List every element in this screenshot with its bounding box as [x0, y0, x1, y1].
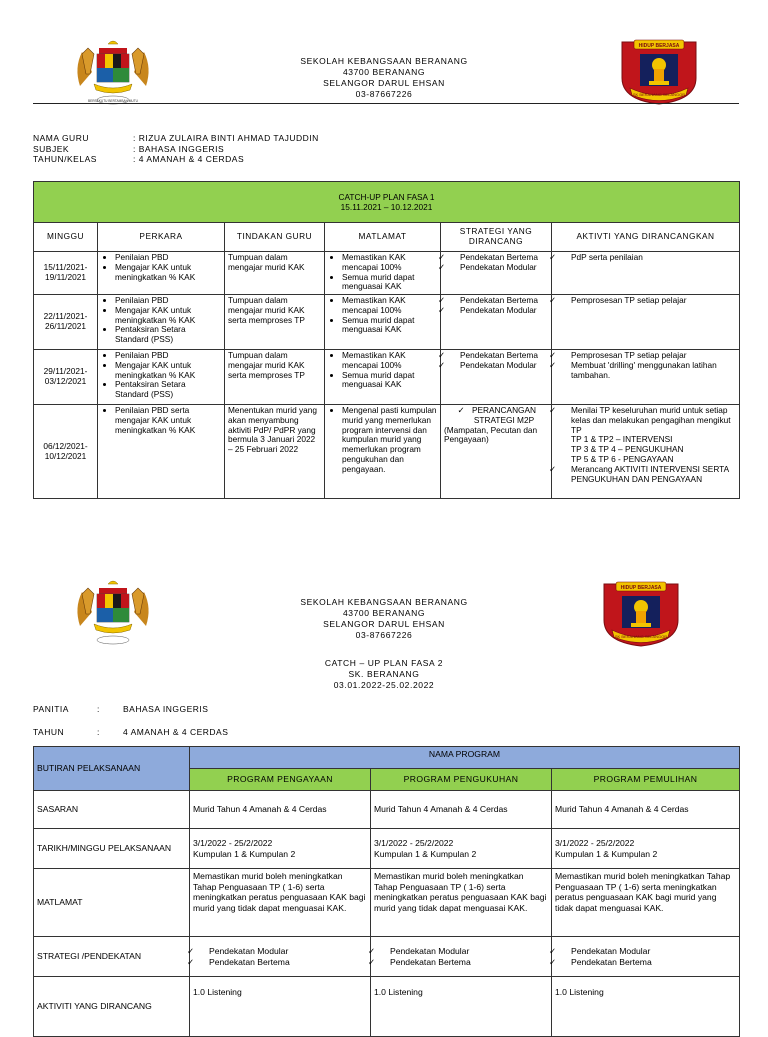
row-label-strategi: STRATEGI /PENDEKATAN	[34, 937, 190, 977]
table-cell: Murid Tahun 4 Amanah & 4 Cerdas	[190, 791, 371, 829]
program-header-pengukuhan: PROGRAM PENGUKUHAN	[371, 769, 552, 791]
school-band-text: SK BERANANG SELANGOR	[632, 92, 686, 97]
list-item: • Semua murid dapat menguasai KAK	[342, 371, 437, 391]
school-name: SEKOLAH KEBANGSAAN BERANANG	[300, 56, 468, 66]
aktiviti-cell	[552, 252, 740, 295]
matlamat-cell	[325, 405, 441, 499]
week-cell: 29/11/2021-03/12/2021	[34, 350, 98, 405]
tindakan-cell: Tumpuan dalam mengajar murid KAK serta memproses TP	[225, 350, 325, 405]
school-name: SEKOLAH KEBANGSAAN BERANANG	[300, 597, 468, 607]
phase2-school: SK. BERANANG	[348, 669, 420, 679]
list-item: • Pentaksiran Setara Standard (PSS)	[115, 325, 221, 345]
table-row	[34, 791, 740, 829]
col-header-tindakan: TINDAKAN GURU	[225, 223, 325, 252]
info-row-teacher: NAMA GURU : RIZUA ZULAIRA BINTI AHMAD TAJUDDIN	[33, 133, 319, 143]
table-row	[34, 350, 740, 405]
week-cell: 22/11/2021-26/11/2021	[34, 295, 98, 350]
tp-group-pengukuhan: TP 3 & TP 4 – PENGUKUHAN	[571, 444, 684, 455]
week-cell: 15/11/2021-19/11/2021	[34, 252, 98, 295]
catch-up-plan-phase2-table	[33, 746, 740, 1037]
table-cell: Memastikan murid boleh meningkatkan Tahap Penguasaan TP ( 1-6) serta meningkatkan peratus penguasaan KAK bagi murid yang tidak dapat menguasai KAK.	[552, 869, 740, 937]
list-item: ✓ Pendekatan Bertema	[561, 957, 736, 968]
list-item: ✓ Pendekatan Modular	[561, 946, 736, 957]
row-label-sasaran: SASARAN	[34, 791, 190, 829]
strategi-note: (Mampatan, Pecutan dan Pengayaan)	[444, 424, 538, 445]
phase1-title-banner	[34, 182, 740, 223]
phase2-dates: 03.01.2022-25.02.2022	[333, 680, 435, 690]
matlamat-cell	[325, 295, 441, 350]
list-item: ✓ Membuat 'drilling' menggunakan latihan tambahan.	[561, 361, 736, 381]
list-item: ✓ Menilai TP keseluruhan murid untuk setiap kelas dan melakukan pengagihan mengikut TP TP 1 & TP2 – INTERVENSI TP 3 & TP 4 – PENGUKUHAN TP 5 & TP 6 - PENGAYAAN	[561, 406, 736, 465]
header-divider	[33, 103, 739, 104]
table-cell	[552, 937, 740, 977]
aktiviti-cell	[552, 350, 740, 405]
table-cell: Memastikan murid boleh meningkatkan Tahap Penguasaan TP ( 1-6) serta meningkatkan peratus penguasaan KAK bagi murid yang tidak dapat menguasai KAK.	[371, 869, 552, 937]
list-item: • Mengajar KAK untuk meningkatkan % KAK	[115, 263, 221, 283]
list-item: ✓ Pendekatan Modular	[380, 946, 548, 957]
row-label-aktiviti: AKTIVITI YANG DIRANCANG	[34, 977, 190, 1037]
table-cell: 1.0 Listening	[552, 977, 740, 1037]
row-label-tarikh: TARIKH/MINGGU PELAKSANAAN	[34, 829, 190, 869]
strategi-cell	[441, 295, 552, 350]
matlamat-cell	[325, 252, 441, 295]
perkara-cell	[98, 295, 225, 350]
perkara-cell	[98, 405, 225, 499]
list-item: ✓ Pendekatan Bertema	[450, 296, 548, 306]
list-item: • Memastikan KAK mencapai 100%	[342, 351, 437, 371]
strategi-cell	[441, 350, 552, 405]
list-item: ✓ PERANCANGAN STRATEGI M2P	[450, 406, 548, 426]
panel-info	[33, 704, 228, 737]
list-item: • Penilaian PBD serta mengajar KAK untuk meningkatkan % KAK	[115, 406, 221, 435]
tp-group-pengayaan: TP 5 & TP 6 - PENGAYAAN	[571, 453, 674, 464]
list-item: ✓ PdP serta penilaian	[561, 253, 736, 263]
table-row	[34, 977, 740, 1037]
table-cell: Murid Tahun 4 Amanah & 4 Cerdas	[552, 791, 740, 829]
table-header-row	[34, 223, 740, 252]
list-item: ✓ Pendekatan Bertema	[199, 957, 367, 968]
list-item: ✓ Pendekatan Modular	[450, 306, 548, 316]
tp-group-intervensi: TP 1 & TP2 – INTERVENSI	[571, 434, 673, 445]
list-item: • Penilaian PBD	[115, 296, 221, 306]
program-header-pemulihan: PROGRAM PEMULIHAN	[552, 769, 740, 791]
perkara-cell	[98, 252, 225, 295]
tindakan-cell: Tumpuan dalam mengajar murid KAK serta memproses TP	[225, 295, 325, 350]
col-header-perkara: PERKARA	[98, 223, 225, 252]
list-item: • Semua murid dapat menguasai KAK	[342, 273, 437, 293]
table-cell: Memastikan murid boleh meningkatkan Tahap Penguasaan TP ( 1-6) serta meningkatkan peratus penguasaan KAK bagi murid yang tidak dapat menguasai KAK.	[190, 869, 371, 937]
school-address-block	[284, 56, 484, 100]
aktiviti-cell	[552, 405, 740, 499]
col-header-aktiviti: AKTIVTI YANG DIRANCANGKAN	[552, 223, 740, 252]
school-state: SELANGOR DARUL EHSAN	[323, 619, 445, 629]
school-phone: 03-87667226	[355, 630, 413, 640]
table-row	[34, 869, 740, 937]
perkara-cell	[98, 350, 225, 405]
list-item: • Penilaian PBD	[115, 253, 221, 263]
program-group-header: NAMA PROGRAM	[190, 747, 740, 769]
list-item: • Mengenal pasti kumpulan murid yang memerlukan program intervensi dan kumpulan murid yang memerlukan program pengukuhan dan pengayaan.	[342, 406, 437, 475]
matlamat-cell	[325, 350, 441, 405]
col-header-strategi: STRATEGI YANG DIRANCANG	[441, 223, 552, 252]
table-cell	[371, 937, 552, 977]
list-item: ✓ Pemprosesan TP setiap pelajar	[561, 296, 736, 306]
school-postcode: 43700 BERANANG	[342, 67, 426, 77]
school-band-text: SK BERANANG SELANGOR	[614, 634, 668, 639]
info-row-class: TAHUN/KELAS : 4 AMANAH & 4 CERDAS	[33, 154, 245, 164]
phase1-dates: 15.11.2021 – 10.12.2021	[340, 202, 433, 212]
table-cell: 3/1/2022 - 25/2/2022 Kumpulan 1 & Kumpulan 2	[552, 829, 740, 869]
school-motto: HIDUP BERJASA	[620, 585, 662, 591]
tindakan-cell: Tumpuan dalam mengajar murid KAK	[225, 252, 325, 295]
school-address-block-2	[284, 597, 484, 641]
aktiviti-cell	[552, 295, 740, 350]
corner-header: BUTIRAN PELAKSANAAN	[34, 747, 190, 791]
table-cell: Murid Tahun 4 Amanah & 4 Cerdas	[371, 791, 552, 829]
catch-up-plan-phase1-table	[33, 181, 740, 499]
table-cell	[190, 937, 371, 977]
malaysia-coat-of-arms-logo	[72, 578, 154, 646]
phase1-title: CATCH-UP PLAN FASA 1	[338, 192, 435, 202]
list-item: • Semua murid dapat menguasai KAK	[342, 316, 437, 336]
list-item: ✓ Pendekatan Modular	[450, 361, 548, 371]
list-item: ✓ Pendekatan Bertema	[380, 957, 548, 968]
table-cell: 3/1/2022 - 25/2/2022 Kumpulan 1 & Kumpulan 2	[371, 829, 552, 869]
info-row-tahun: TAHUN : 4 AMANAH & 4 CERDAS	[33, 726, 229, 737]
school-badge-logo	[600, 580, 682, 648]
list-item: • Pentaksiran Setara Standard (PSS)	[115, 380, 221, 400]
week-cell: 06/12/2021-10/12/2021	[34, 405, 98, 499]
teacher-info	[33, 133, 319, 165]
list-item: ✓ Pemprosesan TP setiap pelajar	[561, 351, 736, 361]
school-phone: 03-87667226	[355, 89, 413, 99]
malaysia-coat-of-arms-logo	[72, 38, 154, 106]
table-row	[34, 295, 740, 350]
list-item: • Memastikan KAK mencapai 100%	[342, 296, 437, 316]
phase2-title-block	[284, 658, 484, 691]
svg-text:BERSEKUTU BERTAMBAH MUTU: BERSEKUTU BERTAMBAH MUTU	[87, 99, 139, 103]
table-row	[34, 405, 740, 499]
school-postcode: 43700 BERANANG	[342, 608, 426, 618]
list-item: • Mengajar KAK untuk meningkatkan % KAK	[115, 306, 221, 326]
list-item: • Memastikan KAK mencapai 100%	[342, 253, 437, 273]
strategi-cell	[441, 252, 552, 295]
info-row-subject: SUBJEK : BAHASA INGGERIS	[33, 143, 225, 154]
school-badge-logo	[618, 38, 700, 106]
strategi-cell	[441, 405, 552, 499]
list-item: ✓ Pendekatan Bertema	[450, 351, 548, 361]
phase2-title: CATCH – UP PLAN FASA 2	[324, 658, 444, 668]
tindakan-cell: Menentukan murid yang akan menyambung aktiviti PdP/ PdPR yang bermula 3 Januari 2022 – 25 Februari 2022	[225, 405, 325, 499]
info-row-panitia: PANITIA : BAHASA INGGERIS	[33, 704, 209, 714]
table-cell: 1.0 Listening	[190, 977, 371, 1037]
table-cell: 3/1/2022 - 25/2/2022 Kumpulan 1 & Kumpulan 2	[190, 829, 371, 869]
table-row	[34, 937, 740, 977]
school-state: SELANGOR DARUL EHSAN	[323, 78, 445, 88]
school-motto: HIDUP BERJASA	[638, 43, 680, 49]
list-item: ✓ Pendekatan Bertema	[450, 253, 548, 263]
table-row	[34, 252, 740, 295]
col-header-minggu: MINGGU	[34, 223, 98, 252]
list-item: ✓ Pendekatan Modular	[199, 946, 367, 957]
col-header-matlamat: MATLAMAT	[325, 223, 441, 252]
program-header-pengayaan: PROGRAM PENGAYAAN	[190, 769, 371, 791]
table-row	[34, 829, 740, 869]
list-item: • Penilaian PBD	[115, 351, 221, 361]
list-item: ✓ Merancang AKTIVITI INTERVENSI SERTA PENGUKUHAN DAN PENGAYAAN	[561, 465, 736, 485]
table-cell: 1.0 Listening	[371, 977, 552, 1037]
row-label-matlamat: MATLAMAT	[34, 869, 190, 937]
list-item: ✓ Pendekatan Modular	[450, 263, 548, 273]
list-item: • Mengajar KAK untuk meningkatkan % KAK	[115, 361, 221, 381]
